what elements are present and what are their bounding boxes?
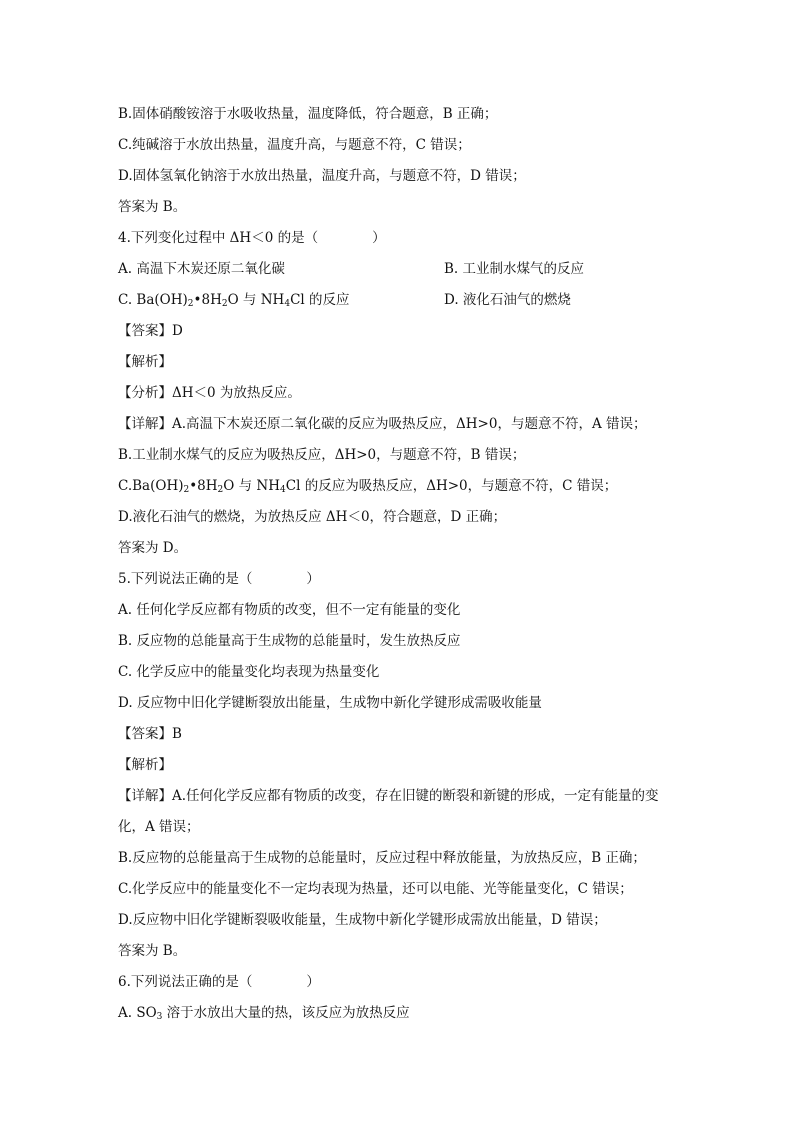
answer-label: 【答案】B: [118, 726, 182, 742]
question-6-stem: 6.下列说法正确的是（ ）: [118, 974, 320, 990]
question-5-stem: 5.下列说法正确的是（ ）: [118, 571, 320, 587]
analysis-label: 【解析】: [118, 354, 172, 370]
option-a: A. $SO_3$ 溶于水放出大量的热，该反应为放热反应: [118, 1005, 410, 1022]
analysis-label: 【解析】: [118, 757, 172, 773]
option-c: C. $Ba(OH)_2•8H_2O$ 与 $NH_4Cl$ 的反应: [118, 292, 350, 309]
option-b: B. 反应物的总能量高于生成物的总能量时，发生放热反应: [118, 633, 461, 649]
explanation-line: D.液化石油气的燃烧，为放热反应 ΔH＜0，符合题意，D 正确；: [118, 509, 507, 525]
option-a: A. 高温下木炭还原二氧化碳: [118, 261, 285, 277]
text-line: C.纯碱溶于水放出热量，温度升高，与题意不符，C 错误；: [118, 137, 471, 153]
answer-line: 答案为 D。: [118, 540, 188, 556]
option-c: C. 化学反应中的能量变化均表现为热量变化: [118, 664, 380, 680]
option-b: B. 工业制水煤气的反应: [444, 261, 585, 277]
explanation-line: D.反应物中旧化学键断裂吸收能量，生成物中新化学键形成需放出能量，D 错误；: [118, 912, 607, 928]
answer-line: 答案为 B。: [118, 943, 187, 959]
explanation-line: $C.Ba(OH)_2•8H_2O$ 与 $NH_4Cl$ 的反应为吸热反应，ΔH>0，与题意不符，C 错误；: [118, 478, 618, 495]
explanation-line: 【详解】A.高温下木炭还原二氧化碳的反应为吸热反应，ΔH>0，与题意不符，A 错误；: [118, 416, 647, 432]
text-line: B.固体硝酸铵溶于水吸收热量，温度降低，符合题意，B 正确；: [118, 106, 498, 122]
explanation-line: 化，A 错误；: [118, 819, 200, 835]
answer-label: 【答案】D: [118, 323, 183, 339]
explanation-line: 【详解】A.任何化学反应都有物质的改变，存在旧键的断裂和新键的形成，一定有能量的变: [118, 788, 659, 804]
question-4-stem: 4.下列变化过程中 ΔH＜0 的是（ ）: [118, 230, 386, 246]
option-d: D. 液化石油气的燃烧: [444, 292, 571, 308]
option-d: D. 反应物中旧化学键断裂放出能量，生成物中新化学键形成需吸收能量: [118, 695, 542, 711]
explanation-line: B.工业制水煤气的反应为吸热反应，ΔH>0，与题意不符，B 错误；: [118, 447, 526, 463]
analysis-note: 【分析】ΔH＜0 为放热反应。: [118, 385, 301, 401]
option-a: A. 任何化学反应都有物质的改变，但不一定有能量的变化: [118, 602, 461, 618]
explanation-line: B.反应物的总能量高于生成物的总能量时，反应过程中释放能量，为放热反应，B 正确；: [118, 850, 646, 866]
explanation-line: C.化学反应中的能量变化不一定均表现为热量，还可以电能、光等能量变化，C 错误；: [118, 881, 633, 897]
answer-line: 答案为 B。: [118, 199, 187, 215]
text-line: D.固体氢氧化钠溶于水放出热量，温度升高，与题意不符，D 错误；: [118, 168, 526, 184]
